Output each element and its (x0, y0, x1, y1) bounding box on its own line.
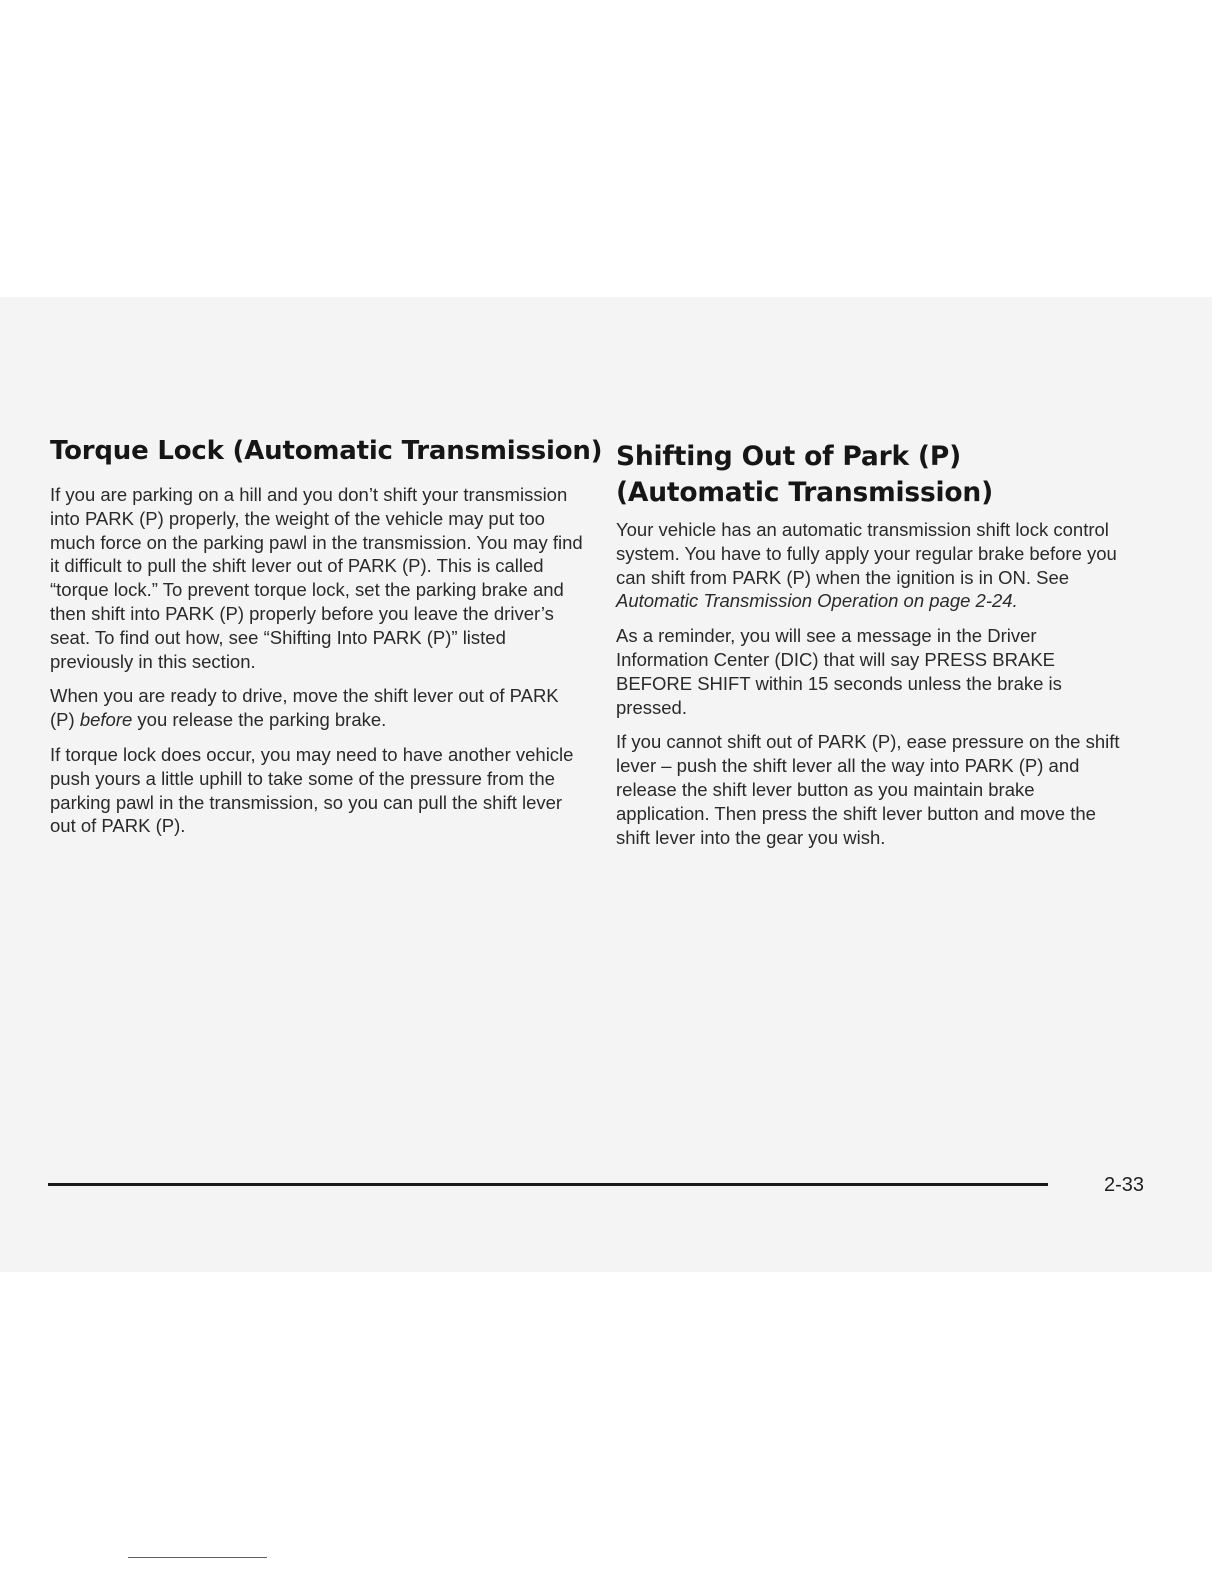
torque-lock-heading: Torque Lock (Automatic Transmission) (50, 436, 603, 466)
manual-page (0, 297, 1212, 1272)
heading-line-2: (Automatic Transmission) (616, 477, 994, 508)
torque-lock-paragraph-1: If you are parking on a hill and you don’t shift your transmission into PARK (P) properly, the weight of the vehicle may put too much force on the parking pawl in the transmission. You may find it difficult to pull the shift lever out of PARK (P). This is called “torque lock.” To prevent torque lock, set the parking brake and then shift into PARK (P) properly before you leave the driver’s seat. To find out how, see “Shifting Into PARK (P)” listed previously in this section. (50, 484, 583, 672)
shifting-paragraph-2: As a reminder, you will see a message in the Driver Information Center (DIC) that will say PRESS BRAKE BEFORE SHIFT within 15 seconds unless the brake is pressed. (616, 625, 1062, 718)
paragraph-1-text: Your vehicle has an automatic transmission shift lock control system. You have to fully apply your regular brake before you can shift from PARK (P) when the ignition is in ON. See (616, 519, 1117, 588)
page-number: 2-33 (1104, 1174, 1145, 1196)
shifting-out-of-park-heading (616, 439, 993, 511)
paragraph-2-text-start: When you are ready to drive, move the shift lever out of PARK (P) (50, 685, 559, 731)
heading-line-1: Shifting Out of Park (P) (616, 441, 961, 472)
torque-lock-paragraph-3: If torque lock does occur, you may need to have another vehicle push yours a little uphill to take some of the pressure from the parking pawl in the transmission, so you can pull the shift lever out of PARK (P). (50, 743, 574, 837)
shifting-paragraph-1 (616, 518, 1131, 613)
shifting-paragraph-3: If you cannot shift out of PARK (P), ease pressure on the shift lever – push the shift lever all the way into PARK (P) and release the shift lever button as you maintain brake application. Then press the shift lever button and move the shift lever into the gear you wish. (616, 731, 1120, 848)
torque-lock-body (50, 483, 585, 849)
torque-lock-paragraph-2 (50, 684, 585, 732)
paragraph-2-text-end: you release the parking brake. (132, 709, 387, 731)
cross-reference: Automatic Transmission Operation on page 2-24. (616, 590, 1018, 612)
shifting-out-of-park-body (616, 518, 1131, 860)
paragraph-2-emphasis: before (79, 709, 133, 731)
bottom-link-underline (128, 1557, 267, 1558)
footer-rule (48, 1183, 1048, 1186)
